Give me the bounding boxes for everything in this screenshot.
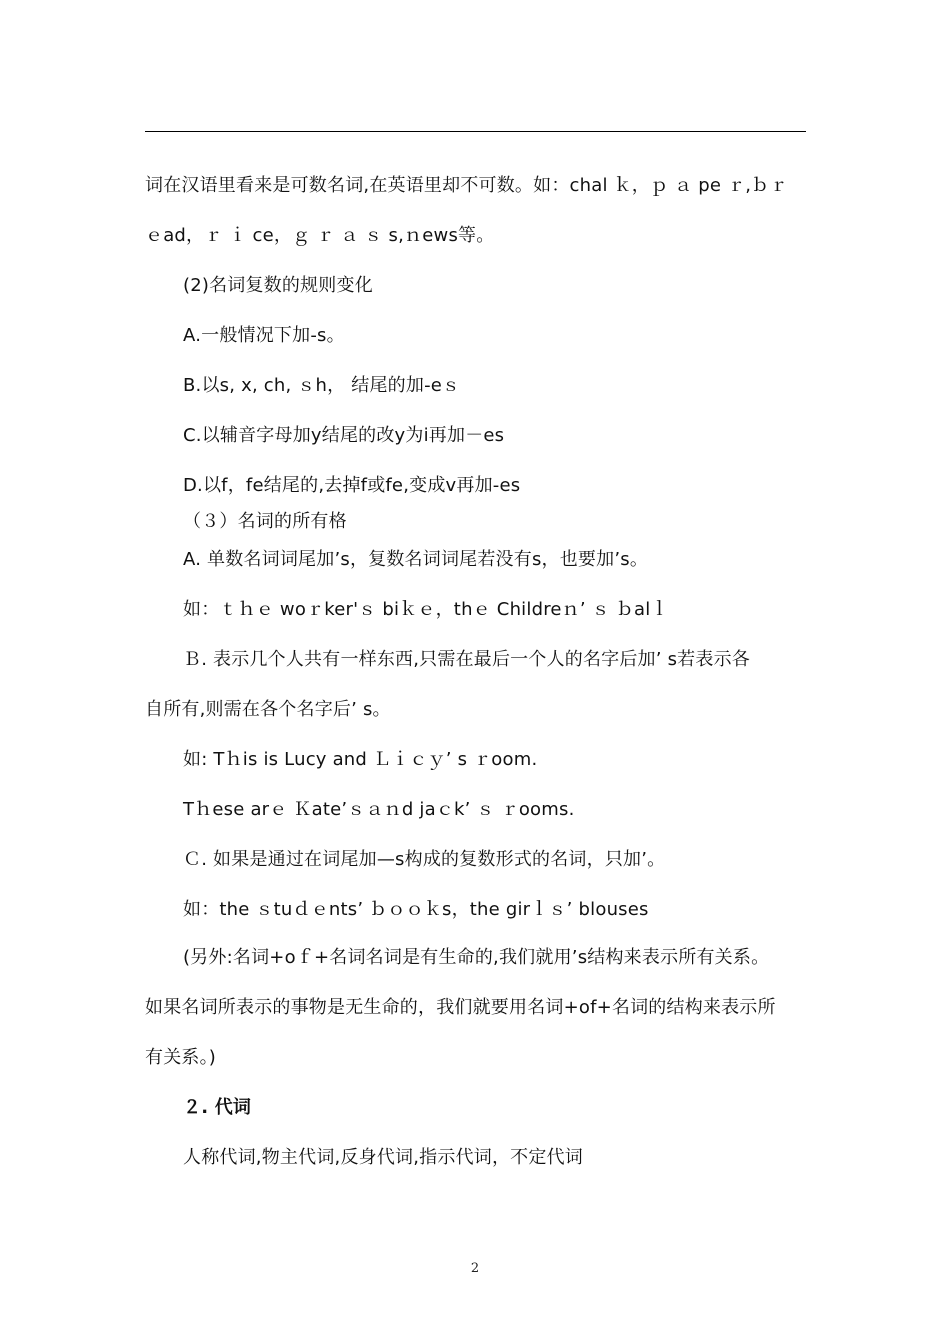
possessive-rule-a: A. 单数名词词尾加’s，复数名词词尾若没有s，也要加’s。 — [183, 549, 649, 570]
rule-item-b: B.以s, x, ch, ｓh， 结尾的加-eｓ — [183, 375, 461, 396]
body-text-line: ｅad，ｒ ｉ ce，ｇ ｒ ａ ｓ s,ｎews等。 — [145, 225, 495, 246]
possessive-rule-b-continued: 自所有,则需在各个名字后’ s。 — [145, 699, 391, 720]
section-heading-pronouns: ２. 代词 — [183, 1097, 252, 1118]
rule-item-d: D.以f，fe结尾的,去掉f或fe,变成v再加-es — [183, 475, 521, 496]
note-line: (另外:名词+oｆ+名词名词是有生命的,我们就用’s结构来表示所有关系。 — [183, 947, 770, 968]
example-line: Tｈese arｅ Ｋate’ｓａｎd jaｃk’ ｓ ｒooms. — [183, 799, 575, 820]
section-heading-plural-rules: (2)名词复数的规则变化 — [183, 275, 373, 296]
note-line: 有关系。) — [145, 1047, 217, 1068]
example-line: 如：the ｓtuｄｅnts’ ｂｏｏｋs，the girｌｓ’ blouses — [183, 899, 649, 920]
note-line: 如果名词所表示的事物是无生命的，我们就要用名词+of+名词的结构来表示所 — [145, 997, 776, 1018]
body-text-line: 词在汉语里看来是可数名词,在英语里却不可数。如：chal ｋ，ｐ ａ pe ｒ,ｂｒ — [145, 175, 788, 196]
pronoun-types-line: 人称代词,物主代词,反身代词,指示代词，不定代词 — [183, 1147, 583, 1168]
rule-item-c: C.以辅音字母加y结尾的改y为i再加－es — [183, 425, 505, 446]
possessive-rule-b: Ｂ. 表示几个人共有一样东西,只需在最后一个人的名字后加’ s若表示各 — [183, 649, 750, 670]
header-rule — [145, 131, 806, 132]
example-line: 如：ｔｈｅ woｒker'ｓ biｋｅ，thｅ Childreｎ’ ｓ ｂalｌ — [183, 599, 669, 620]
section-heading-possessive: （３）名词的所有格 — [183, 511, 347, 532]
page-number: 2 — [470, 1261, 480, 1276]
example-line: 如: Tｈis is Lucy and Ｌｉｃｙ’ s ｒoom. — [183, 749, 538, 770]
rule-item-a: A.一般情况下加-s。 — [183, 325, 345, 346]
possessive-rule-c: Ｃ. 如果是通过在词尾加—s构成的复数形式的名词，只加’。 — [183, 849, 666, 870]
